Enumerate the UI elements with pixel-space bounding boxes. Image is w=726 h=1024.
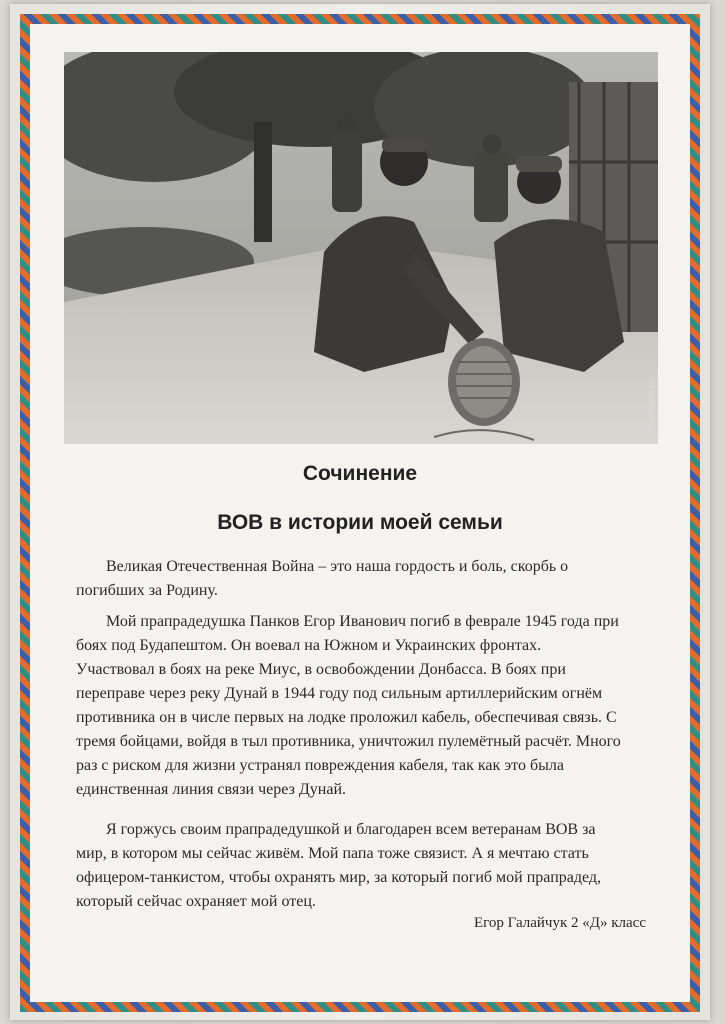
essay-genre-heading: Сочинение [302,462,418,485]
page-content [30,24,690,1002]
paragraph-biography [76,610,676,802]
paragraph-line: офицером-танкистом, чтобы охранять мир, за который погиб мой прапрадед, [76,869,602,886]
paragraph-line: переправе через реку Дунай в 1944 году под сильным артиллерийским огнём [76,685,603,702]
paragraph-line: Я горжусь своим прапрадедушкой и благодарен всем ветеранам ВОВ за [106,821,596,838]
paragraph-conclusion [76,818,676,914]
photo-watermark: WarAlbum.ru [646,379,656,432]
author-signature: Егор Галайчук 2 «Д» класс [473,915,646,931]
paragraph-line: погибших за Родину. [76,582,218,599]
essay-title: ВОВ в истории моей семьи [217,511,503,534]
wartime-photo [64,52,658,444]
paragraph-line: Участвовал в боях на реке Миус, в освобождении Донбасса. В боях при [76,661,566,678]
paragraph-line: боях под Будапештом. Он воевал на Южном и Украинских фронтах. [76,637,542,654]
paragraph-line: Великая Отечественная Война – это наша гордость и боль, скорбь о [106,558,569,575]
decorative-border [20,14,700,1012]
paragraph-intro [76,555,676,603]
document-sheet [10,4,710,1020]
paragraph-line: противника он в числе первых на лодке проложил кабель, обеспечивая связь. С [76,709,617,726]
paragraph-line: тремя бойцами, войдя в тыл противника, уничтожил пулемётный расчёт. Много [76,733,621,750]
paragraph-line: который сейчас охраняет мой отец. [76,893,316,910]
paragraph-line: единственная линия связи через Дунай. [76,781,347,798]
soldiers-photo-illustration [64,52,658,444]
paragraph-line: Мой прапрадедушка Панков Егор Иванович погиб в феврале 1945 года при [106,613,619,630]
paragraph-line: раз с риском для жизни устранял повреждения кабеля, так как это была [76,757,564,774]
paragraph-line: мир, в котором мы сейчас живём. Мой папа тоже связист. А я мечтаю стать [76,845,589,862]
